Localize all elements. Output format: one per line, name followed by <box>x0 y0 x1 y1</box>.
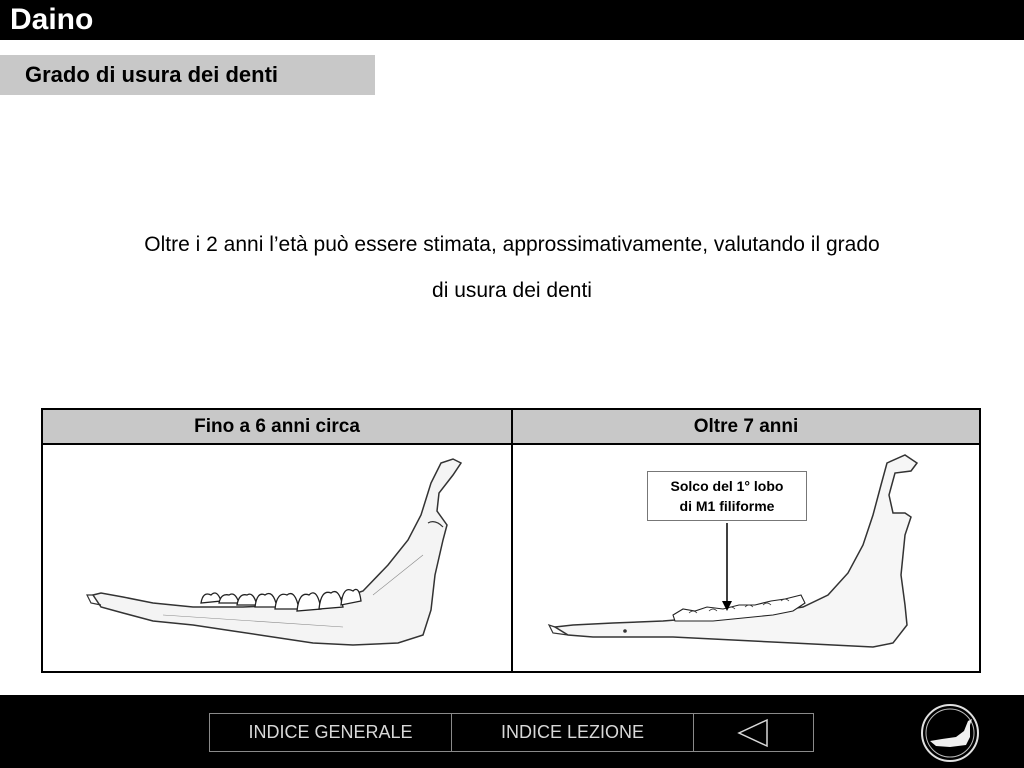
mandible-old-image <box>513 445 979 671</box>
section-title-box <box>0 55 375 95</box>
bottom-bar <box>0 695 1024 768</box>
column-young <box>43 410 513 671</box>
callout-m1-groove <box>647 471 807 521</box>
mandible-young-image <box>43 445 511 671</box>
callout-line-2: di M1 filiforme <box>679 498 775 514</box>
triangle-left-icon <box>737 718 769 748</box>
nav-bar <box>209 713 814 752</box>
home-logo-button[interactable] <box>920 703 980 763</box>
jawbone-logo-icon <box>920 703 980 763</box>
top-bar <box>0 0 1024 40</box>
back-button[interactable] <box>694 714 813 751</box>
page-title: Daino <box>10 3 94 36</box>
lesson-index-button[interactable]: INDICE LEZIONE <box>452 714 694 751</box>
callout-line-1: Solco del 1° lobo <box>670 478 784 494</box>
column-header-old: Oltre 7 anni <box>513 410 979 445</box>
comparison-table <box>41 408 981 673</box>
column-header-young: Fino a 6 anni circa <box>43 410 511 445</box>
intro-line-1: Oltre i 2 anni l’età può essere stimata, approssimativamente, valutando il grado <box>144 233 880 256</box>
intro-text <box>40 222 984 314</box>
column-old <box>513 410 979 671</box>
general-index-button[interactable]: INDICE GENERALE <box>210 714 452 751</box>
mandible-young-illustration <box>43 445 511 671</box>
section-title: Grado di usura dei denti <box>25 62 279 87</box>
intro-line-2: di usura dei denti <box>432 279 592 302</box>
